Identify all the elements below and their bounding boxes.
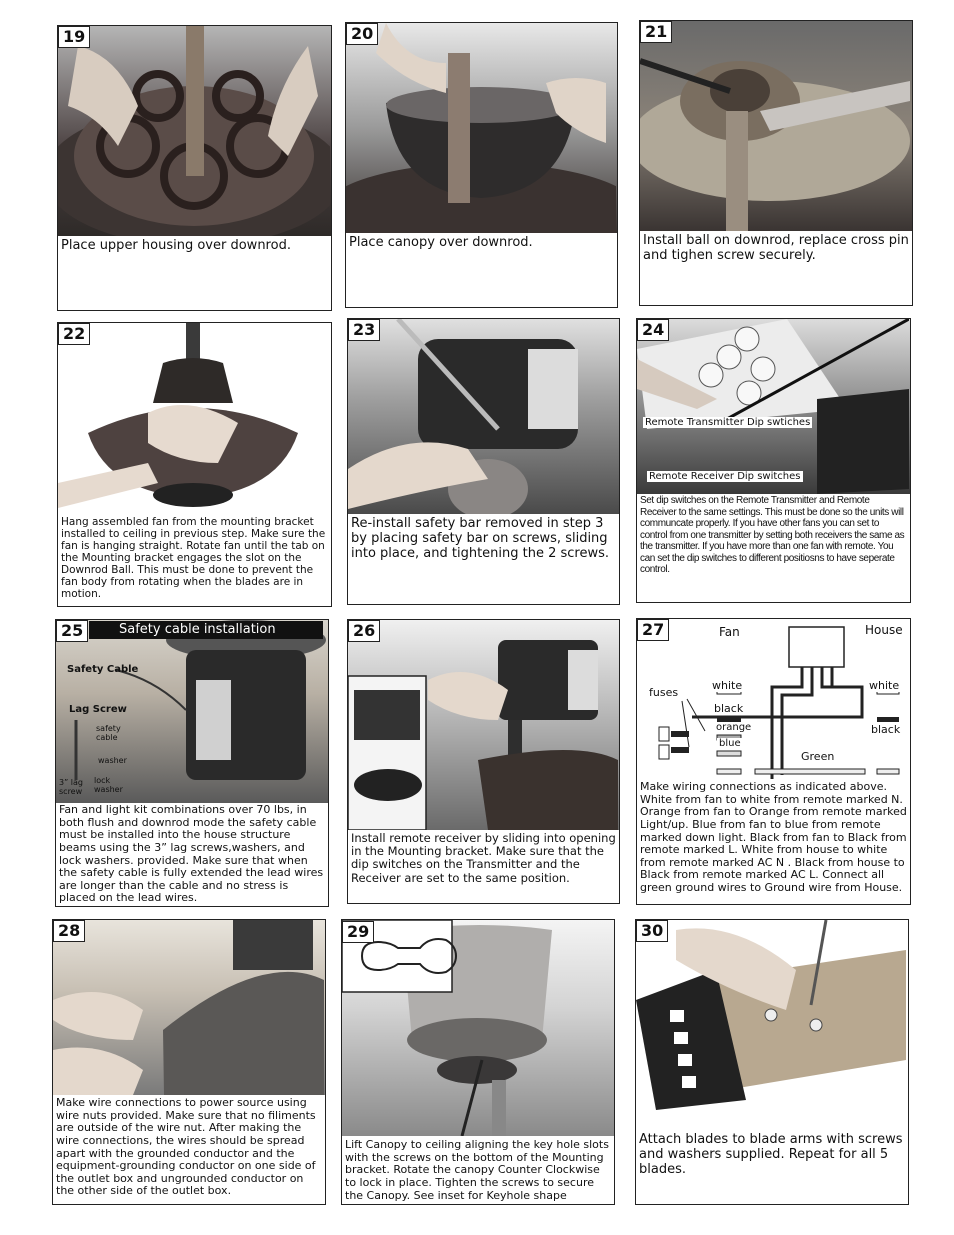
step-27-panel [636,618,911,905]
step-23-number: 23 [348,319,380,341]
step-30-panel [635,919,909,1205]
step-24-panel [636,318,911,603]
step-28-panel [52,919,326,1205]
step-19-photo [58,26,331,236]
step-21-panel [639,20,913,306]
step-23-panel [347,318,620,605]
lag-screw-label: Lag Screw [69,704,127,715]
lag-screw-small-label: 3” lag screw [59,778,83,796]
step-19-panel [57,25,332,311]
step-20-caption: Place canopy over downrod. [349,235,533,250]
step-25-panel [55,619,329,907]
step-30-number: 30 [636,920,668,942]
white-left-label: white [712,679,743,692]
blue-label: blue [719,738,741,749]
step-24-number: 24 [637,319,669,341]
black-left-label: black [714,702,744,715]
black-right-label: black [871,723,901,736]
step-20-number: 20 [346,23,378,45]
step-28-photo [53,920,325,1095]
step-30-caption: Attach blades to blade arms with screws and washers supplied. Repeat for all 5 blades. [639,1132,903,1177]
step-21-photo [640,21,912,231]
step-20-panel [345,22,618,308]
step-23-photo [348,319,619,514]
step-27-caption: Make wiring connections as indicated above. White from fan to white from remote marked N. Orange from fan to Orange from remote marked Light/up. Blue from fan to blue from remote marked down light. Black from fan to Black from remote marked L. White from house to white from remote marked AC N . Black from house to Black from remote marked AC L. Connect all green ground wires to Ground wire from House. [640,780,907,895]
orange-label: orange [716,722,752,733]
step-22-caption: Hang assembled fan from the mounting bracket installed to ceiling in previous step. Make sure the fan is hanging straight. Rotate fan until the tab on the Mounting bracket engages the slot on the Downrod Ball. This must be done to prevent the fan body from rotating when the blades are in motion. [61,516,326,601]
step-27-number: 27 [637,619,669,641]
fuses-label: fuses [649,686,679,699]
step-25-number: 25 [56,620,88,642]
step-19-caption: Place upper housing over downrod. [61,238,291,253]
step-21-caption: Install ball on downrod, replace cross pin and tighen screw securely. [643,233,909,263]
step-19-number: 19 [58,26,90,48]
step-25-caption: Fan and light kit combinations over 70 lbs, in both flush and downrod mode the safety cable must be installed into the house structure beams using the 3” lag screws,washers, and lock washers. provided. Make sure that when the safety cable is fully extended the lead wires are longer than the cable and no stress is placed on the lead wires. [59,803,324,905]
safety-cable-small-label: safety cable [96,724,121,742]
house-label: House [865,623,903,637]
step-30-photo [636,920,908,1130]
step-21-number: 21 [640,21,672,43]
step-23-caption: Re-install safety bar removed in step 3 by placing safety bar on screws, sliding into place, and tightening the 2 screws. [351,516,610,561]
step-26-photo [348,620,619,830]
step-27-diagram [637,619,910,779]
step-28-number: 28 [53,920,85,942]
step-22-number: 22 [58,323,90,345]
step-26-caption: Install remote receiver by sliding into opening in the Mounting bracket. Make sure that the dip switches on the Transmitter and the Receiver are set to the same position. [351,831,616,885]
safety-cable-label: Safety Cable [67,664,139,675]
step-22-photo [58,323,331,513]
remote-transmitter-label: Remote Transmitter Dip swtiches [645,417,811,428]
step-29-panel [341,919,615,1205]
remote-receiver-label: Remote Receiver Dip switches [649,471,801,482]
step-28-caption: Make wire connections to power source using wire nuts provided. Make sure that no filiments are outside of the wire nut. After making the wire connections, the wires should be spread apart with the grounded conductor and the equipment-grounding conductor on one side of the outlet box and ungrounded conductor on the other side of the outlet box. [56,1096,316,1198]
step-26-panel [347,619,620,904]
step-29-number: 29 [342,921,374,943]
step-29-caption: Lift Canopy to ceiling aligning the key hole slots with the screws on the bottom of the Mounting bracket. Rotate the canopy Counter Clockwise to lock in place. Tighten the screws to secure the Canopy. See inset for Keyhole shape [345,1138,609,1202]
step-24-caption: Set dip switches on the Remote Transmitter and Remote Receiver to the same settings. This must be done so the units will communcate properly. If you have other fans you can set to control from one transmitter by setting both receivers the same as the transmitter. If you have more than one fan with remote. You can set the dip switches to different positiosns to have seperate control. [640,495,905,575]
lock-washer-label: lock washer [94,776,123,794]
step-29-photo [342,920,614,1136]
fan-label: Fan [719,625,740,639]
step-20-photo [346,23,617,233]
safety-cable-header: Safety cable installation [89,621,323,639]
washer-label: washer [98,756,127,765]
green-label: Green [801,750,835,763]
step-22-panel [57,322,332,607]
step-24-photo [637,319,910,494]
white-right-label: white [869,679,900,692]
step-26-number: 26 [348,620,380,642]
